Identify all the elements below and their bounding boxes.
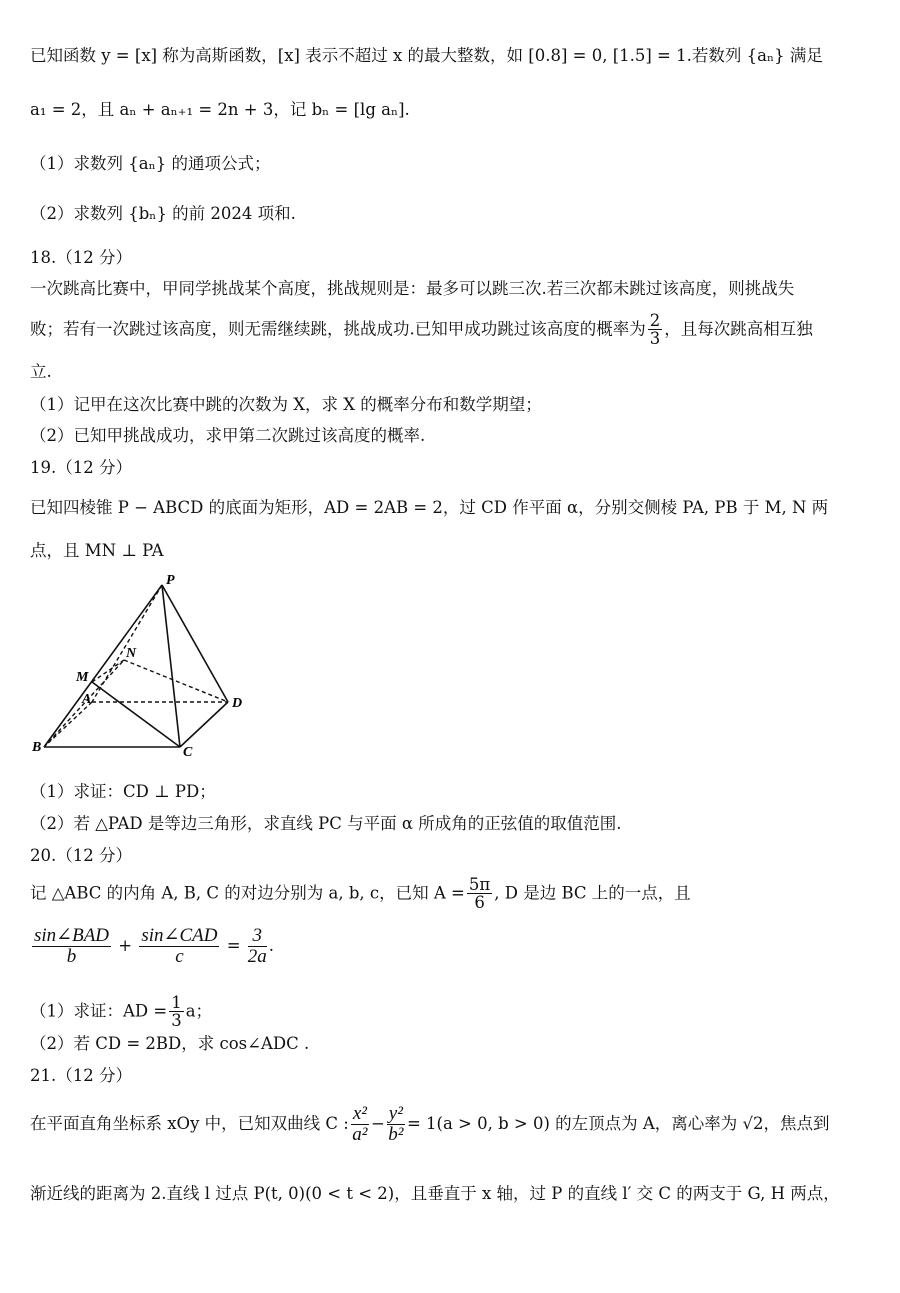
p20-equation bbox=[30, 926, 882, 967]
p18-question-2: （2）已知甲挑战成功，求甲第二次跳过该高度的概率. bbox=[30, 426, 426, 445]
p19-question-1: （1）求证：CD ⊥ PD； bbox=[30, 782, 216, 801]
p20-question-2: （2）若 CD = 2BD，求 cos∠ADC . bbox=[30, 1034, 310, 1053]
p21-frac-y-denominator: b² bbox=[388, 1123, 404, 1145]
p21-line-1 bbox=[30, 1104, 882, 1145]
p18-line-1: 一次跳高比赛中，甲同学挑战某个高度，挑战规则是：最多可以跳三次.若三次都未跳过该高度，则挑战失 bbox=[30, 279, 795, 298]
p20-angle-numerator: 5π bbox=[468, 875, 491, 894]
p18-line-3: 立. bbox=[30, 362, 52, 381]
edge-PB bbox=[44, 585, 162, 747]
p20-frac2-denominator: c bbox=[175, 945, 184, 967]
p20-equals: = bbox=[226, 935, 241, 955]
edge-MN-dashed bbox=[92, 660, 124, 682]
edge-CD bbox=[180, 702, 228, 747]
p17-question-1: （1）求数列 {aₙ} 的通项公式； bbox=[30, 154, 271, 173]
p20-frac3-denominator: 2a bbox=[247, 945, 267, 967]
p21-line-1-text-a: 在平面直角坐标系 xOy 中，已知双曲线 C : bbox=[30, 1113, 349, 1133]
p20-frac3-numerator: 3 bbox=[248, 926, 267, 947]
p20-frac-3-2a bbox=[248, 926, 267, 967]
label-C: C bbox=[183, 745, 193, 760]
p20-q1-denominator: 3 bbox=[171, 1011, 182, 1031]
p20-line-1-text-b: , D 是边 BC 上的一点，且 bbox=[494, 883, 691, 903]
p17-line-1: 已知函数 y = [x] 称为高斯函数，[x] 表示不超过 x 的最大整数，如 [0.8] = 0, [1.5] = 1.若数列 {aₙ} 满足 bbox=[30, 46, 823, 65]
p21-minus: − bbox=[370, 1113, 385, 1133]
p20-frac1-denominator: b bbox=[66, 945, 77, 967]
p21-frac-y bbox=[387, 1104, 405, 1145]
p20-frac2-numerator: sin∠CAD bbox=[141, 925, 218, 946]
p20-header: 20.（12 分） bbox=[30, 846, 132, 865]
edge-AB-dashed bbox=[44, 702, 92, 747]
edge-ND-dashed bbox=[124, 660, 228, 702]
p20-line-1 bbox=[30, 876, 882, 912]
p20-q1-text-b: a； bbox=[185, 1001, 213, 1021]
p18-line-2-text-b: ，且每次跳高相互独 bbox=[664, 319, 813, 339]
p20-angle-fraction bbox=[467, 876, 492, 912]
p21-header: 21.（12 分） bbox=[30, 1066, 132, 1085]
p20-frac-sin-cad bbox=[139, 926, 219, 967]
edge-PC bbox=[162, 585, 180, 747]
p20-frac-sin-bad bbox=[32, 926, 111, 967]
p20-q1-fraction bbox=[169, 994, 184, 1030]
p21-frac-x-denominator: a² bbox=[352, 1123, 368, 1145]
p18-line-2 bbox=[30, 312, 882, 348]
label-P: P bbox=[166, 573, 175, 588]
p21-line-1-text-b: = 1(a > 0, b > 0) 的左顶点为 A，离心率为 √2，焦点到 bbox=[406, 1113, 830, 1133]
p18-fraction bbox=[648, 312, 663, 348]
edge-MC bbox=[92, 682, 180, 747]
p19-line-2: 点，且 MN ⊥ PA bbox=[30, 541, 164, 560]
p18-question-1: （1）记甲在这次比赛中跳的次数为 X，求 X 的概率分布和数学期望； bbox=[30, 395, 542, 414]
p21-frac-x-numerator: x² bbox=[352, 1103, 367, 1124]
label-D: D bbox=[232, 696, 243, 711]
p20-q1-text-a: （1）求证：AD = bbox=[30, 1001, 168, 1021]
label-M: M bbox=[76, 670, 89, 685]
p19-line-1: 已知四棱锥 P − ABCD 的底面为矩形，AD = 2AB = 2，过 CD 作平面 α，分别交侧棱 PA, PB 于 M, N 两 bbox=[30, 498, 829, 517]
p19-header: 19.（12 分） bbox=[30, 458, 132, 477]
p20-line-1-text-a: 记 △ABC 的内角 A, B, C 的对边分别为 a, b, c，已知 A = bbox=[30, 883, 465, 903]
pyramid-figure bbox=[28, 570, 258, 760]
p20-q1-numerator: 1 bbox=[171, 993, 182, 1012]
p18-header: 18.（12 分） bbox=[30, 248, 132, 267]
p18-frac-numerator: 2 bbox=[649, 311, 661, 330]
p21-frac-x bbox=[351, 1104, 369, 1145]
p20-frac1-numerator: sin∠BAD bbox=[34, 925, 110, 946]
p18-line-2-text-a: 败；若有一次跳过该高度，则无需继续跳，挑战成功.已知甲成功跳过该高度的概率为 bbox=[30, 319, 646, 339]
p17-line-2: a₁ = 2，且 aₙ + aₙ₊₁ = 2n + 3，记 bₙ = [lg aₙ]. bbox=[30, 100, 410, 119]
p21-line-2: 渐近线的距离为 2.直线 l 过点 P(t, 0)(0 < t < 2)，且垂直于 x 轴，过 P 的直线 l′ 交 C 的两支于 G, H 两点， bbox=[30, 1184, 840, 1203]
p19-question-2: （2）若 △PAD 是等边三角形，求直线 PC 与平面 α 所成角的正弦值的取值范围. bbox=[30, 814, 622, 833]
p17-question-2: （2）求数列 {bₙ} 的前 2024 项和. bbox=[30, 204, 296, 223]
edge-PA-dashed bbox=[92, 585, 162, 702]
p20-plus: + bbox=[118, 935, 133, 955]
edge-PD bbox=[162, 585, 228, 702]
p20-period: . bbox=[268, 935, 275, 955]
p20-angle-denominator: 6 bbox=[474, 893, 485, 913]
label-B: B bbox=[32, 740, 42, 755]
label-A: A bbox=[82, 692, 92, 707]
label-N: N bbox=[126, 646, 137, 661]
p18-frac-denominator: 3 bbox=[649, 329, 661, 349]
p21-frac-y-numerator: y² bbox=[388, 1103, 403, 1124]
p20-question-1 bbox=[30, 994, 882, 1030]
